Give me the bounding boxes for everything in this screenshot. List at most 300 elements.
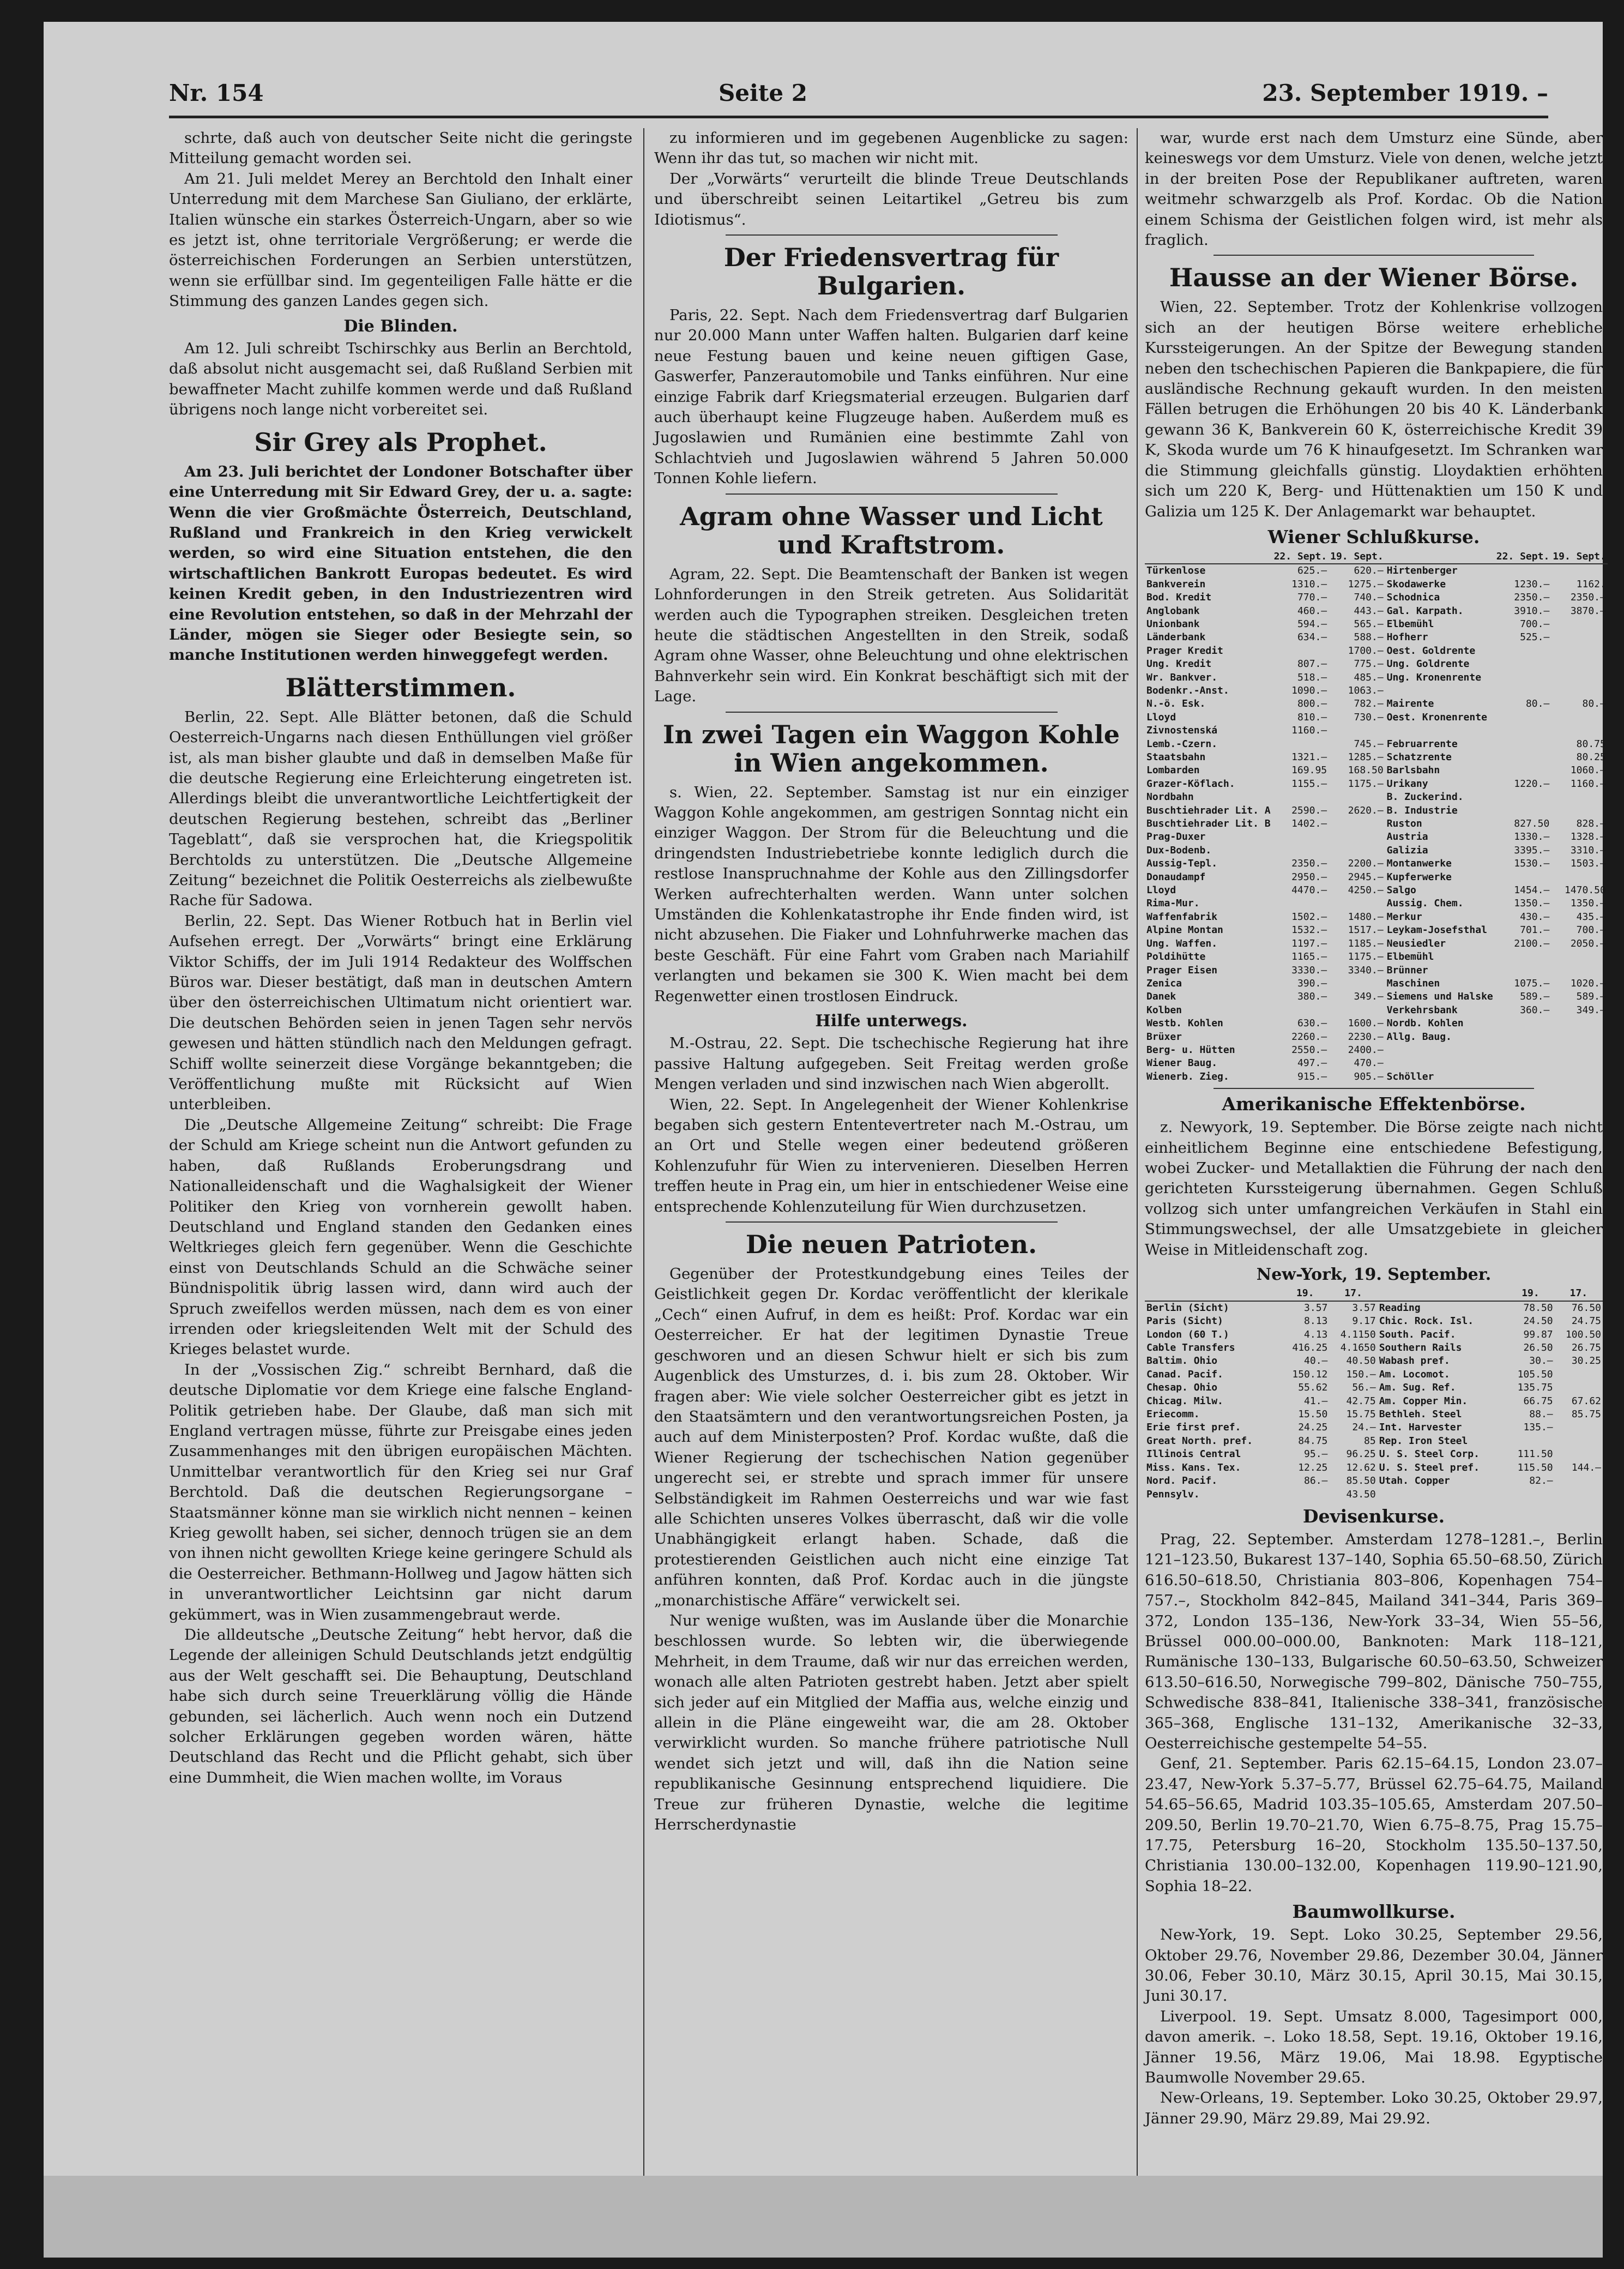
security-name: Zenica (1146, 977, 1182, 989)
security-name: Kupferwerke (1386, 871, 1452, 883)
price-cell (1495, 1031, 1551, 1044)
security-name: Ung. Waffen. (1146, 937, 1218, 949)
price-cell (1272, 830, 1329, 844)
security-name: Ung. Kredit (1146, 658, 1212, 670)
security-name: Leykam-Josefsthal (1386, 924, 1487, 936)
security-name: Wiener Baug. (1146, 1057, 1218, 1069)
price-cell (1555, 1448, 1603, 1461)
price-cell: 96.25 (1346, 1448, 1376, 1460)
price-cell: 443.– (1354, 605, 1384, 617)
section-heading: Die Blinden. (343, 316, 458, 336)
price-cell: 588.– (1354, 631, 1384, 643)
security-name: Elbemühl (1386, 951, 1434, 963)
price-cell (1495, 645, 1551, 658)
price-cell: 3340.– (1348, 964, 1384, 976)
header-rule (169, 116, 1548, 118)
price-cell: 782.– (1354, 698, 1384, 710)
table-row (1145, 591, 1608, 604)
price-cell: 770.– (1297, 592, 1327, 604)
page-bottom-margin (44, 2176, 1603, 2258)
table-row (1145, 1368, 1603, 1381)
security-name: Miss. Kans. Tex. (1146, 1461, 1241, 1473)
security-name: Brüxer (1146, 1031, 1182, 1043)
security-name: Verkehrsbank (1386, 1004, 1458, 1016)
price-cell: 485.– (1354, 671, 1384, 683)
section-heading: Wiener Schlußkurse. (1267, 526, 1480, 547)
article-headline: Sir Grey als Prophet. (254, 427, 547, 457)
price-cell: 55.62 (1298, 1382, 1328, 1394)
security-name: Utah. Copper (1379, 1475, 1450, 1487)
security-name: Lloyd (1146, 884, 1176, 896)
price-cell: 95.– (1304, 1448, 1328, 1460)
security-name: Salgo (1386, 884, 1416, 896)
table-header-cell: 19. (1506, 1287, 1554, 1301)
price-cell: 470.– (1354, 1057, 1384, 1069)
table-row (1145, 871, 1608, 884)
price-cell: 1480.– (1348, 911, 1384, 923)
table-row (1145, 1017, 1608, 1030)
security-name: Waffenfabrik (1146, 911, 1218, 923)
price-cell: 85 (1364, 1435, 1376, 1447)
price-cell (1551, 1031, 1608, 1044)
price-cell: 1060.– (1570, 765, 1606, 777)
security-name: Februarrente (1386, 738, 1458, 750)
security-name: Am. Sug. Ref. (1379, 1382, 1456, 1394)
price-cell: 100.50 (1565, 1328, 1601, 1340)
table-row (1145, 724, 1608, 737)
price-cell: 15.50 (1298, 1409, 1328, 1421)
price-cell: 43.50 (1346, 1488, 1376, 1500)
security-name: Bethleh. Steel (1379, 1409, 1462, 1421)
article-headline: Der Friedensvertrag für Bulgarien. (723, 243, 1059, 301)
price-cell: 2200.– (1348, 858, 1384, 870)
table-row (1145, 671, 1608, 684)
security-name: Wabash pref. (1379, 1355, 1450, 1367)
price-cell: 1454.– (1514, 884, 1550, 896)
section-heading: Amerikanische Effektenbörse. (1222, 1093, 1526, 1115)
price-cell: 12.25 (1298, 1461, 1328, 1473)
table-row (1145, 977, 1608, 990)
price-cell: 360.– (1520, 1004, 1550, 1016)
security-name: Donaudampf (1146, 871, 1206, 883)
table-header-cell: 22. Sept. (1495, 550, 1551, 564)
price-cell: 168.50 (1348, 765, 1384, 777)
page-number: Seite 2 (718, 79, 807, 106)
security-name: N.-ö. Esk. (1146, 698, 1206, 710)
security-name: Merkur (1386, 911, 1422, 923)
price-cell (1272, 844, 1329, 857)
security-name: Barlsbahn (1386, 765, 1440, 777)
price-cell: 701.– (1520, 924, 1550, 936)
section-heading: Hilfe unterwegs. (815, 1012, 968, 1031)
price-cell (1551, 871, 1608, 884)
table-row (1145, 1408, 1603, 1421)
security-name: South. Pacif. (1379, 1328, 1456, 1340)
column-divider (643, 128, 644, 2176)
price-cell: 1328.– (1570, 831, 1606, 843)
price-cell: 1230.– (1514, 578, 1550, 590)
table-row (1145, 645, 1608, 658)
security-name: Reading (1379, 1302, 1421, 1314)
price-cell: 30.– (1529, 1355, 1553, 1367)
price-cell: 24.50 (1523, 1315, 1553, 1327)
paragraph: zu informieren und im gegebenen Augenblicke zu sagen: Wenn ihr das tut, so machen wir nicht mit. (654, 129, 1128, 167)
price-cell (1551, 671, 1608, 684)
price-cell: 3330.– (1291, 964, 1327, 976)
table-header-cell: 19. Sept. (1329, 550, 1385, 564)
page-header (169, 76, 1548, 109)
price-cell (1495, 871, 1551, 884)
price-cell: 150.12 (1292, 1368, 1328, 1380)
paragraph: Genf, 21. September. Paris 62.15–64.15, London 23.07–23.47, New-York 5.37–5.77, Brüssel 62.75–64.75, Mailand 54.65–56.65, Madrid 103.35–105.65, Amsterdam 207.50–209.50, Berlin 19.70–21.70, Wien 6.75–8.75, Prag 15.75–17.75, Petersburg 16–20, Stockholm 135.50–137.50, Christiania 130.00–132.00, Kopenhagen 119.90–121.90, Sophia 18–22. (1145, 1755, 1603, 1895)
price-cell: 1330.– (1514, 831, 1550, 843)
price-cell (1329, 791, 1385, 804)
table-row (1145, 924, 1608, 937)
price-cell (1555, 1421, 1603, 1434)
price-cell: 3870.– (1570, 605, 1606, 617)
table-row (1145, 1448, 1603, 1461)
security-name: Siemens und Halske (1386, 991, 1493, 1003)
price-cell: 1600.– (1348, 1018, 1384, 1030)
security-name: Berlin (Sicht) (1146, 1302, 1229, 1314)
price-cell: 2350.– (1570, 592, 1606, 604)
price-cell (1551, 658, 1608, 671)
price-cell: 80.75 (1576, 738, 1606, 750)
column-middle (654, 128, 1128, 2176)
price-cell: 810.– (1297, 711, 1327, 723)
price-cell: 40.50 (1346, 1355, 1376, 1367)
security-name: Lombarden (1146, 765, 1200, 777)
price-cell: 800.– (1297, 698, 1327, 710)
paragraph: Berlin, 22. Sept. Alle Blätter betonen, daß die Schuld Oesterreich-Ungarns nach diesen Enthüllungen viel größer ist, als man bisher glaubte und daß in demselben Maße für die deutsche Regierung eine Erleichterung eingetreten ist. Allerdings bleibt die unverantwortliche Leichtfertigkeit der deutschen Regierung bestehen, schreibt das „Berliner Tageblatt“, daß sie versprochen hat, die Kriegspolitik Berchtolds zu unterstützen. Die „Deutsche Allgemeine Zeitung“ bezeichnet die Politik Oesterreichs als zielbewußte Rache für Sadowa. (169, 708, 632, 910)
price-cell (1495, 684, 1551, 697)
price-cell (1551, 804, 1608, 817)
table-row (1145, 804, 1608, 817)
price-cell: 80.25 (1576, 751, 1606, 763)
price-cell (1506, 1488, 1554, 1501)
table-title: New-York, 19. September. (1256, 1265, 1492, 1284)
table-row (1145, 1355, 1603, 1368)
price-cell (1555, 1368, 1603, 1381)
security-name: Buschtiehrader Lit. B (1146, 818, 1271, 830)
price-cell: 82.– (1529, 1475, 1553, 1487)
price-cell (1495, 751, 1551, 764)
security-name: Great North. pref. (1146, 1435, 1253, 1447)
table-row (1145, 964, 1608, 977)
table-row (1145, 578, 1608, 591)
price-cell: 1075.– (1514, 977, 1550, 989)
table-row (1145, 817, 1608, 830)
price-cell: 12.62 (1346, 1461, 1376, 1473)
paragraph: M.-Ostrau, 22. Sept. Die tschechische Regierung hat ihre passive Haltung aufgegeben. Seit Freitag werden große Mengen verladen und sind inzwischen nach Wien abgerollt. (654, 1034, 1128, 1093)
price-cell: 80.– (1582, 698, 1606, 710)
price-cell (1551, 564, 1608, 577)
price-cell (1551, 711, 1608, 724)
security-name: Chesap. Ohio (1146, 1382, 1218, 1394)
table-row (1145, 1301, 1603, 1315)
table-header-cell: 17. (1555, 1287, 1603, 1301)
paragraph: Agram, 22. Sept. Die Beamtenschaft der Banken ist wegen Lohnforderungen in den Streik getreten. Aus Solidarität werden auch die Typographen streiken. Desgleichen treten heute die städtischen Angestellten in den Streik, sodaß Agram ohne Wasser, ohne Beleuchtung und ohne elektrischen Bahnverkehr sein wird. Ein Konkrat beschäftigt sich mit der Lage. (654, 565, 1128, 706)
price-cell: 1470.50 (1564, 884, 1606, 896)
security-name: Am. Copper Min. (1379, 1395, 1468, 1407)
price-cell: 634.– (1297, 631, 1327, 643)
paragraph: New-York, 19. Sept. Loko 30.25, September 29.56, Oktober 29.76, November 29.86, Dezember 30.04, Jänner 30.06, Feber 30.10, März 30.15, April 30.15, Mai 30.15, Juni 30.17. (1145, 1926, 1603, 2005)
price-cell: 1502.– (1291, 911, 1327, 923)
price-cell: 2350.– (1291, 858, 1327, 870)
price-cell (1329, 977, 1385, 990)
price-cell (1495, 804, 1551, 817)
price-cell: 525.– (1520, 631, 1550, 643)
paragraph: Der „Vorwärts“ verurteilt die blinde Treue Deutschlands und überschreibt seinen Leitartikel „Getreu bis zum Idiotismus“. (654, 170, 1128, 228)
paragraph: Paris, 22. Sept. Nach dem Friedensvertrag darf Bulgarien nur 20.000 Mann unter Waffen halten. Bulgarien darf keine neue Festung bauen und keine neuen giftigen Gase, Gaswerfer, Panzerautomobile und Tanks einführen. Nur eine einzige Fabrik darf Kriegsmaterial erzeugen. Bulgarien darf auch überhaupt keine Flugzeuge haben. Außerdem muß es Jugoslawien und Rumänien eine bestimmte Zahl von Schlachtvieh und Jugoslawien während 5 Jahren 50.000 Tonnen Kohle liefern. (654, 306, 1128, 487)
security-name: U. S. Steel pref. (1379, 1461, 1480, 1473)
security-name: Aussig. Chem. (1386, 898, 1464, 910)
price-cell (1551, 1017, 1608, 1030)
price-cell: 85.50 (1346, 1475, 1376, 1487)
price-cell: 827.50 (1514, 818, 1550, 830)
price-cell: 416.25 (1292, 1342, 1328, 1354)
price-cell: 1350.– (1514, 898, 1550, 910)
section-rule (1214, 255, 1534, 256)
table-row (1145, 751, 1608, 764)
article-headline: In zwei Tagen ein Waggon Kohle in Wien angekommen. (663, 719, 1120, 778)
price-cell (1495, 564, 1551, 577)
security-name: London (60 T.) (1146, 1328, 1229, 1340)
price-cell (1551, 1070, 1608, 1084)
price-cell: 625.– (1297, 565, 1327, 577)
security-name: Int. Harvester (1379, 1422, 1462, 1434)
security-name: Ung. Goldrente (1386, 658, 1470, 670)
price-cell: 3.57 (1352, 1302, 1376, 1314)
price-cell: 99.87 (1523, 1328, 1553, 1340)
price-cell: 2350.– (1514, 592, 1550, 604)
price-cell: 42.75 (1346, 1395, 1376, 1407)
security-name: Lemb.-Czern. (1146, 738, 1218, 750)
price-cell: 460.– (1297, 605, 1327, 617)
security-name: B. Industrie (1386, 804, 1458, 816)
security-name: Hirtenberger (1386, 565, 1458, 577)
price-cell: 111.50 (1517, 1448, 1553, 1460)
price-cell (1495, 791, 1551, 804)
table-row (1145, 1381, 1603, 1394)
newyork-prices-table (1145, 1287, 1603, 1501)
price-cell: 24.75 (1571, 1315, 1601, 1327)
price-cell: 349.– (1576, 1004, 1606, 1016)
price-cell (1555, 1381, 1603, 1394)
table-row (1145, 618, 1608, 631)
price-cell: 1020.– (1570, 977, 1606, 989)
table-row (1145, 990, 1608, 1003)
price-cell (1272, 645, 1329, 658)
security-name: Nordb. Kohlen (1386, 1018, 1464, 1030)
security-name: Prager Kredit (1146, 645, 1223, 657)
table-header-cell (1385, 550, 1495, 564)
table-row (1145, 1461, 1603, 1474)
security-name: Rep. Iron Steel (1379, 1435, 1468, 1447)
price-cell: 1160.– (1291, 725, 1327, 737)
security-name: Eriecomm. (1146, 1409, 1200, 1421)
price-cell (1551, 724, 1608, 737)
paragraph: Wien, 22. Sept. In Angelegenheit der Wiener Kohlenkrise begaben sich gestern Ententevertreter nach M.-Ostrau, um an Ort und Stelle wegen einer bedeutend größeren Kohlenzufuhr für Wien zu intervenieren. Dieselben Herren treffen heute in Prag ein, um hier in entschiedener Weise eine entsprechende Kohlenzuteilung für Wien durchzusetzen. (654, 1096, 1128, 1215)
security-name: Gal. Karpath. (1386, 605, 1464, 617)
newspaper-page (44, 22, 1606, 2258)
price-cell (1551, 964, 1608, 977)
price-cell (1329, 817, 1385, 830)
security-name: Poldihütte (1146, 951, 1206, 963)
price-cell: 30.25 (1571, 1355, 1601, 1367)
table-row (1145, 1044, 1608, 1057)
security-name: Ung. Kronenrente (1386, 671, 1482, 683)
price-cell: 1503.– (1570, 858, 1606, 870)
price-cell: 80.– (1525, 698, 1550, 710)
security-name: Skodawerke (1386, 578, 1446, 590)
security-name: Maschinen (1386, 977, 1440, 989)
price-cell: 1090.– (1291, 684, 1327, 696)
security-name (1378, 1488, 1507, 1501)
paragraph: Am 23. Juli berichtet der Londoner Botschafter über eine Unterredung mit Sir Edward Grey, der u. a. sagte: Wenn die vier Großmächte Österreich, Deutschland, Rußland und Frankreich in den Krieg verwickelt werden, so wird eine Situation entstehen, die den wirtschaftlichen Bankrott Europas bedeutet. Es wird keinen Kredit geben, in den Industriezentren wird eine Revolution entstehen, so daß in der Mehrzahl der Länder, mögen sie Sieger oder Besiegte sein, so manche Institutionen werden hinweggefegt werden. (169, 462, 632, 664)
price-cell (1551, 950, 1608, 964)
price-cell: 807.– (1297, 658, 1327, 670)
security-name (1385, 1057, 1495, 1070)
security-name: Zivnostenská (1146, 725, 1218, 737)
paragraph: In der „Vossischen Zig.“ schreibt Bernhard, daß die deutsche Diplomatie vor dem Kriege eine falsche England-Politik getrieben habe. Der Glaube, daß man sich mit England vertragen müsse, führte zur Preisgabe eines jeden Zusammenhanges mit den übrigen europäischen Mächten. Unmittelbar verantwortlich für den Krieg sei nur Graf Berchtold. Daß die deutschen Regierungsorgane – Staatsmänner könne man sie wirklich nicht nennen – keinen Krieg gewollt haben, sei sicher, dennoch trügen sie an dem von ihnen nicht gewollten Kriege keine geringere Schuld als die Oesterreicher. Bethmann-Hollweg und Jagow hätten sich in unverantwortlicher Leichtsinn gar nicht darum gekümmert, was in Wien zusammengebraut werde. (169, 1361, 632, 1623)
price-cell (1551, 618, 1608, 631)
column-left (169, 128, 632, 2176)
price-cell (1495, 711, 1551, 724)
table-row (1145, 884, 1608, 897)
security-name: Schodnica (1386, 592, 1440, 604)
security-name: U. S. Steel Corp. (1379, 1448, 1480, 1460)
table-row (1145, 1421, 1603, 1434)
table-row (1145, 711, 1608, 724)
price-cell: 2550.– (1291, 1044, 1327, 1056)
price-cell (1495, 1070, 1551, 1084)
closing-prices-table (1145, 550, 1608, 1084)
security-name: Danek (1146, 991, 1176, 1003)
price-cell: 135.75 (1517, 1382, 1553, 1394)
table-row (1145, 1031, 1608, 1044)
security-name: Kolben (1146, 1004, 1182, 1016)
security-name: Neusiedler (1386, 937, 1446, 949)
price-cell: 740.– (1354, 592, 1384, 604)
price-cell: 589.– (1576, 991, 1606, 1003)
price-cell: 2230.– (1348, 1031, 1384, 1043)
price-cell: 1275.– (1348, 578, 1384, 590)
table-row (1145, 605, 1608, 618)
section-rule (726, 493, 1058, 495)
security-name: Berg- u. Hütten (1146, 1044, 1235, 1056)
security-name: Ruston (1386, 818, 1422, 830)
table-row (1145, 1057, 1608, 1070)
section-heading: Devisenkurse. (1302, 1505, 1445, 1527)
security-name: Allg. Baug. (1386, 1031, 1452, 1043)
price-cell (1329, 897, 1385, 910)
price-cell: 1160.– (1570, 778, 1606, 790)
price-cell: 85.75 (1571, 1409, 1601, 1421)
price-cell: 730.– (1354, 711, 1384, 723)
security-name: Prager Eisen (1146, 964, 1218, 976)
price-cell (1495, 724, 1551, 737)
paragraph: Berlin, 22. Sept. Das Wiener Rotbuch hat in Berlin viel Aufsehen erregt. Der „Vorwärts“ bringt eine Erklärung Viktor Schiffs, der im Juli 1914 Redakteur des Wolffschen Büros war. Dieser bestätigt, daß man in deutschen Amtern über den österreichischen Ultimatum nicht orientiert war. Die deutschen Behörden seien in jenen Tagen sehr nervös gewesen und hätten stündlich nach den Meldungen gefragt. Schiff wollte seinerzeit diese Vorgänge bekanntgeben; die Veröffentlichung mußte mit Rücksicht auf Wien unterbleiben. (169, 912, 632, 1114)
table-header-cell: 19. (1281, 1287, 1329, 1301)
price-cell: 2100.– (1514, 937, 1550, 949)
table-header-cell: 22. Sept. (1272, 550, 1329, 564)
price-cell: 2050.– (1570, 937, 1606, 949)
table-row (1145, 631, 1608, 644)
price-cell: 1162. (1576, 578, 1606, 590)
price-cell: 630.– (1297, 1018, 1327, 1030)
security-name: Bodenkr.-Anst. (1146, 684, 1229, 696)
security-name: Länderbank (1146, 631, 1206, 643)
paragraph: Am 12. Juli schreibt Tschirschky aus Berlin an Berchtold, daß absolut nicht ausgemacht sei, daß Rußland Serbien mit bewaffneter Macht zuhilfe kommen werde und daß Rußland übrigens noch lange nicht vorbereitet sei. (169, 340, 632, 419)
price-cell (1551, 1044, 1608, 1057)
security-name: Chicag. Milw. (1146, 1395, 1223, 1407)
price-cell: 56.– (1352, 1382, 1376, 1394)
price-cell (1495, 658, 1551, 671)
price-cell: 1532.– (1291, 924, 1327, 936)
section-rule (1214, 1088, 1534, 1089)
price-cell: 1175.– (1348, 778, 1384, 790)
price-cell: 24.– (1352, 1422, 1376, 1434)
price-cell (1495, 1044, 1551, 1057)
security-name: Am. Locomot. (1379, 1368, 1450, 1380)
table-row (1145, 778, 1608, 791)
paragraph: z. Newyork, 19. September. Die Börse zeigte nach nicht einheitlichem Beginne eine entschiedene Befestigung, wobei Zucker- und Metallaktien die Führung der nach den gerichteten Kurssteigerung übernahmen. Gegen Schluß vollzog sich unter umfangreichen Verkäufen in Stahl ein Stimmungswechsel, der alle Umsatzgebiete in gleicher Weise in Mitleidenschaft zog. (1145, 1118, 1603, 1259)
price-cell: 1197.– (1291, 937, 1327, 949)
security-name: Pennsylv. (1146, 1488, 1200, 1500)
price-cell (1555, 1435, 1603, 1448)
security-name: Nordbahn (1146, 791, 1194, 803)
price-cell: 2620.– (1348, 804, 1384, 816)
price-cell: 1517.– (1348, 924, 1384, 936)
paragraph: New-Orleans, 19. September. Loko 30.25, Oktober 29.97, Jänner 29.90, März 29.89, Mai 29.92. (1145, 2089, 1603, 2127)
price-cell: 3910.– (1514, 605, 1550, 617)
paragraph: Wien, 22. September. Trotz der Kohlenkrise vollzogen sich an der heutigen Börse weitere erhebliche Kurssteigerungen. An der Spitze der Bewegung standen neben den tschechischen Papieren die Bankpapiere, die für ausländische Rechnung gekauft wurden. In den meisten Fällen betrugen die Erhöhungen 20 bis 40 K. Länderbank gewann 36 K, Bankverein 60 K, österreichische Kredit 39 K, Skoda wurde um 76 K hinaufgesetzt. Im Schranken war die Stimmung gleichfalls günstig. Lloydaktien erhöhten sich um 220 K, Berg- und Hüttenaktien um 150 K und Galizia um 125 K. Der Anlagemarkt war behauptet. (1145, 298, 1603, 520)
price-cell (1506, 1435, 1554, 1448)
price-cell: 2945.– (1348, 871, 1384, 883)
price-cell (1495, 1057, 1551, 1070)
security-name: Montanwerke (1386, 858, 1452, 870)
price-cell (1555, 1488, 1603, 1501)
price-cell (1551, 1057, 1608, 1070)
price-cell: 84.75 (1298, 1435, 1328, 1447)
paragraph: Gegenüber der Protestkundgebung eines Teiles der Geistlichkeit gegen Dr. Kordac veröffentlicht der klerikale „Cech“ einen Aufruf, in dem es heißt: Prof. Kordac war ein Oesterreicher. Er hat der legitimen Dynastie Treue geschworen und an diesen Schwur hielt er sich bis zum Augenblick des Umsturzes, d. i. bis zum 28. Oktober. Wir fragen aber: Wie viele solcher Oesterreicher gibt es jetzt in den Staatsämtern und den verantwortungsreichen Posten, ja auch auf dem Ministerposten? Prof. Kordac wußte, daß die Wiener Regierung der tschechischen Nation gegenüber ungerecht sei, er strebte und sprach immer für unsere Selbständigkeit im Rahmen Oesterreichs und war wie fast alle Schichten unseres Volkes überrascht, daß wir die volle Unabhängigkeit erlangt haben. Schade, daß die protestierenden Geistlichen auch nicht eine einzige Tat anführen konnten, daß Prof. Kordac auch in die jüngste „monarchistische Affäre“ verwickelt sei. (654, 1265, 1128, 1609)
price-cell: 1285.– (1348, 751, 1384, 763)
price-cell (1495, 671, 1551, 684)
table-row (1145, 950, 1608, 964)
article-headline: Blätterstimmen. (285, 672, 516, 702)
issue-number: Nr. 154 (169, 79, 264, 106)
price-cell: 565.– (1354, 618, 1384, 630)
price-cell: 1350.– (1570, 898, 1606, 910)
security-name (1385, 724, 1495, 737)
price-cell (1555, 1474, 1603, 1488)
price-cell (1329, 724, 1385, 737)
paragraph: Nur wenige wußten, was im Auslande über die Monarchie beschlossen wurde. So lebten wir, die überwiegende Mehrheit, in dem Traume, daß wir nur das erreichen werden, wonach alle alten Patrioten gestrebt haben. Jetzt aber spielt sich jeder auf ein Mitglied der Maffia aus, welche einzig und allein in die Pläne eingeweiht war, die am 28. Oktober verwirklicht wurden. So manche frühere patriotische Null wendet sich jetzt und will, daß ihn die Nation seine republikanische Gesinnung entsprechend liquidiere. Die Treue zur früheren Dynastie, welche die legitime Herrscherdynastie (654, 1611, 1128, 1834)
price-cell: 2950.– (1291, 871, 1327, 883)
price-cell: 518.– (1297, 671, 1327, 683)
column-divider (1137, 128, 1138, 2176)
price-cell: 76.50 (1571, 1302, 1601, 1314)
security-name: Alpine Montan (1146, 924, 1223, 936)
security-name: Nord. Pacif. (1146, 1475, 1218, 1487)
price-cell: 2590.– (1291, 804, 1327, 816)
price-cell: 1063.– (1348, 684, 1384, 696)
security-name: Bankverein (1146, 578, 1206, 590)
security-name: Oest. Goldrente (1386, 645, 1476, 657)
price-cell (1551, 684, 1608, 697)
security-name (1385, 1044, 1495, 1057)
